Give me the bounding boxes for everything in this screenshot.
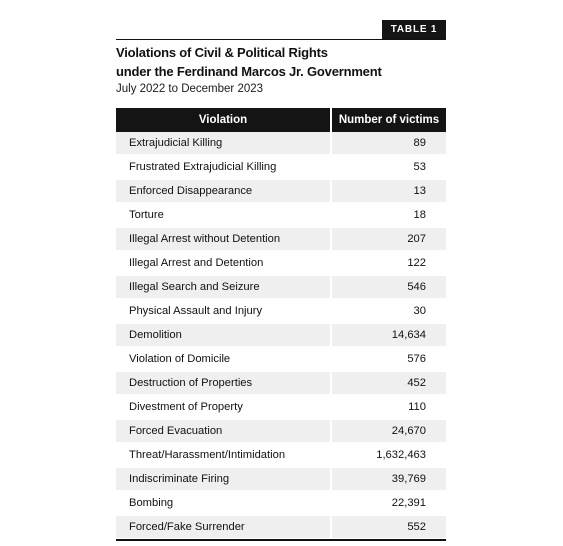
victims-cell: 552	[332, 516, 446, 540]
victims-cell: 207	[332, 228, 446, 252]
victims-cell: 110	[332, 396, 446, 420]
table-row	[116, 252, 446, 276]
table-row	[116, 372, 446, 396]
violation-cell: Divestment of Property	[116, 396, 332, 420]
table-row	[116, 180, 446, 204]
victims-cell: 452	[332, 372, 446, 396]
violations-table	[116, 108, 446, 540]
violation-cell: Illegal Arrest and Detention	[116, 252, 332, 276]
table-row	[116, 468, 446, 492]
title-line-2: under the Ferdinand Marcos Jr. Government	[116, 64, 382, 79]
victims-cell: 39,769	[332, 468, 446, 492]
violation-cell: Extrajudicial Killing	[116, 132, 332, 156]
victims-cell: 22,391	[332, 492, 446, 516]
violation-cell: Illegal Search and Seizure	[116, 276, 332, 300]
column-header-violation: Violation	[116, 108, 332, 132]
violation-cell: Illegal Arrest without Detention	[116, 228, 332, 252]
violation-cell: Threat/Harassment/Intimidation	[116, 444, 332, 468]
violation-cell: Forced/Fake Surrender	[116, 516, 332, 540]
victims-cell: 89	[332, 132, 446, 156]
victims-cell: 53	[332, 156, 446, 180]
victims-cell: 30	[332, 300, 446, 324]
table-tag: TABLE 1	[382, 20, 446, 39]
table-row	[116, 444, 446, 468]
table-title	[116, 43, 446, 81]
victims-cell: 24,670	[332, 420, 446, 444]
table-row	[116, 420, 446, 444]
violation-cell: Destruction of Properties	[116, 372, 332, 396]
violation-cell: Demolition	[116, 324, 332, 348]
victims-cell: 546	[332, 276, 446, 300]
table-row	[116, 204, 446, 228]
victims-cell: 14,634	[332, 324, 446, 348]
table-row	[116, 132, 446, 156]
table-row	[116, 348, 446, 372]
table-header	[116, 108, 446, 132]
table-subtitle: July 2022 to December 2023	[116, 83, 264, 95]
table-body	[116, 132, 446, 540]
violation-cell: Violation of Domicile	[116, 348, 332, 372]
victims-cell: 122	[332, 252, 446, 276]
victims-cell: 576	[332, 348, 446, 372]
violation-cell: Torture	[116, 204, 332, 228]
bottom-rule	[116, 539, 446, 541]
table-row	[116, 516, 446, 540]
violation-cell: Indiscriminate Firing	[116, 468, 332, 492]
violation-cell: Frustrated Extrajudicial Killing	[116, 156, 332, 180]
table-row	[116, 156, 446, 180]
table-row	[116, 324, 446, 348]
table-row	[116, 396, 446, 420]
table-row	[116, 492, 446, 516]
victims-cell: 13	[332, 180, 446, 204]
victims-cell: 1,632,463	[332, 444, 446, 468]
table-row	[116, 276, 446, 300]
table-row	[116, 228, 446, 252]
table-tag-rule	[116, 20, 446, 40]
violation-cell: Enforced Disappearance	[116, 180, 332, 204]
victims-cell: 18	[332, 204, 446, 228]
violation-cell: Forced Evacuation	[116, 420, 332, 444]
violation-cell: Bombing	[116, 492, 332, 516]
table-row	[116, 300, 446, 324]
header-row	[116, 108, 446, 132]
title-line-1: Violations of Civil & Political Rights	[116, 45, 328, 60]
column-header-victims: Number of victims	[332, 108, 446, 132]
violation-cell: Physical Assault and Injury	[116, 300, 332, 324]
table-figure	[116, 20, 446, 541]
